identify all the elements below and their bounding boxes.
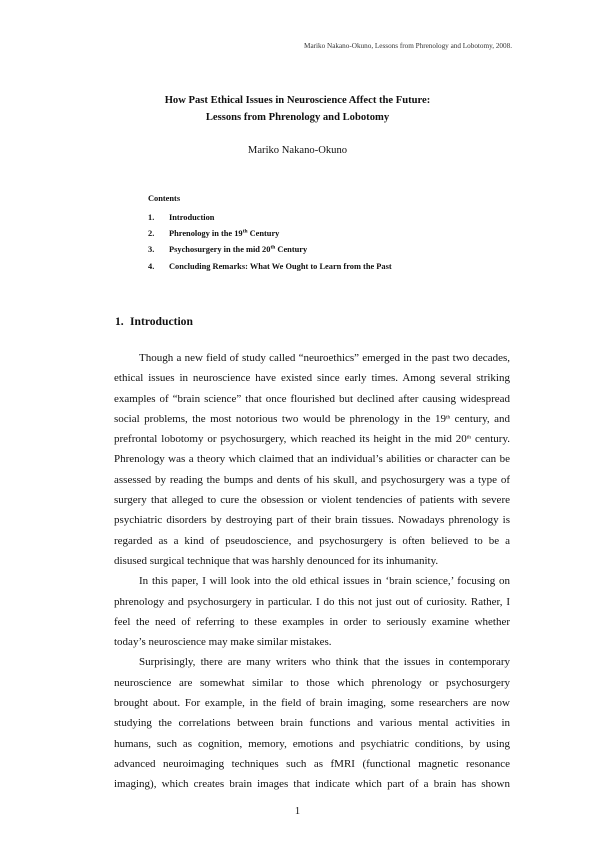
body-line-superscript: th — [445, 414, 451, 421]
toc-item-number: 2. — [148, 229, 155, 239]
title-line-1: How Past Ethical Issues in Neuroscience Affect the Future: — [164, 95, 431, 106]
body-line — [114, 409, 510, 429]
body-line-text: phrenology and psychosurgery in particular. I do this not just out of curiosity. Rather, I — [114, 595, 510, 608]
body-line-text: examples of “brain science” that once flourished but declined after causing widespread — [114, 392, 510, 405]
body-line-text: surgery that alleged to cure the obsession or violent tendencies of patients with severe — [114, 494, 510, 507]
toc-item — [148, 226, 392, 242]
toc-item-text: Introduction — [169, 213, 215, 222]
body-line-text: feel the need of referring to these examples in order to seriously examine whether — [114, 615, 510, 628]
body-line-text-end: century, and — [450, 412, 510, 425]
body-line-text: social problems, the most notorious two would be phrenology in the 19 — [114, 412, 446, 425]
body-line-text: disused surgical technique that was harshly denounced for its inhumanity. — [114, 554, 439, 567]
body-line — [114, 612, 510, 632]
body-line-text: brought about. For example, in the field of brain imaging, some researchers are now — [114, 697, 510, 710]
body-line-text-end: century. — [471, 433, 510, 446]
table-of-contents — [148, 194, 392, 275]
body-line — [114, 348, 510, 368]
body-line — [114, 470, 510, 490]
toc-item — [148, 210, 392, 226]
body-line — [114, 449, 510, 469]
body-line-text: prefrontal lobotomy or psychosurgery, which reached its height in the mid 20 — [114, 433, 467, 446]
page-number: 1 — [294, 806, 301, 817]
body-line — [114, 490, 510, 510]
body-line — [114, 592, 510, 612]
body-line-superscript: th — [466, 434, 472, 441]
body-line-text: humans, such as cognition, memory, emotions and psychiatric conditions, by using — [114, 737, 510, 750]
body-line-text: Surprisingly, there are many writers who think that the issues in contemporary — [139, 656, 510, 669]
body-line — [114, 368, 510, 388]
body-line — [114, 713, 510, 733]
body-line-text: ethical issues in neuroscience have existed since early times. Among several striking — [114, 372, 510, 385]
body-line-text: today’s neuroscience may make similar mistakes. — [114, 636, 332, 649]
title-line-2: Lessons from Phrenology and Lobotomy — [205, 111, 390, 123]
author-name: Mariko Nakano-Okuno — [247, 145, 348, 156]
toc-item-text-end: Century — [275, 245, 308, 255]
toc-item-superscript: th — [242, 228, 248, 235]
body-line-text: In this paper, I will look into the old ethical issues in ‘brain science,’ focusing on — [139, 575, 510, 588]
body-line — [114, 632, 510, 652]
body-line-text: imaging), which creates brain images that indicate which part of a brain has shown — [114, 778, 510, 791]
body-line-text: assessed by reading the bumps and dents of his skull, and psychosurgery was a type of — [114, 473, 510, 486]
body-line — [114, 551, 510, 571]
toc-item-number: 1. — [148, 213, 155, 222]
body-line-text: advanced neuroimaging techniques such as fMRI (functional magnetic resonance — [114, 757, 510, 770]
body-line-text: Phrenology was a theory which claimed that an individual’s abilities or character can be — [114, 453, 510, 466]
body-line — [114, 429, 510, 449]
body-line — [114, 754, 510, 774]
section-number: 1. — [115, 315, 124, 328]
toc-item-number: 3. — [148, 245, 155, 255]
body-line — [114, 652, 510, 672]
toc-item-text: Psychosurgery in the mid 20 — [169, 245, 271, 255]
body-line-text: regarded as a kind of pseudoscience, and psychosurgery is often believed to be a — [114, 534, 510, 547]
body-line — [114, 531, 510, 551]
body-text — [114, 348, 510, 795]
body-line — [114, 510, 510, 530]
toc-item-text-end: Century — [247, 229, 280, 239]
body-line-text: studying the correlations between brain functions and various mental activities in — [114, 717, 510, 730]
body-line — [114, 693, 510, 713]
toc-item — [148, 242, 392, 258]
body-line-text: neuroscience are somewhat similar to those which phrenology or psychosurgery — [114, 676, 510, 689]
toc-item — [148, 259, 392, 275]
toc-item-text: Phrenology in the 19 — [169, 229, 243, 239]
toc-item-superscript: th — [270, 244, 276, 251]
body-line — [114, 734, 510, 754]
body-line — [114, 774, 510, 794]
body-line — [114, 389, 510, 409]
section-heading — [115, 315, 193, 328]
toc-item-number: 4. — [148, 261, 155, 271]
running-header: Mariko Nakano-Okuno, Lessons from Phrenology and Lobotomy, 2008. — [304, 42, 512, 50]
body-line — [114, 673, 510, 693]
contents-heading: Contents — [148, 194, 181, 203]
body-line — [114, 571, 510, 591]
paper-title — [0, 93, 595, 126]
toc-item-text: Concluding Remarks: What We Ought to Learn from the Past — [169, 261, 392, 271]
section-title: Introduction — [130, 315, 193, 328]
body-line-text: Though a new field of study called “neuroethics” emerged in the past two decades, — [139, 352, 510, 364]
body-line-text: psychiatric disorders by destroying part of their brain tissues. Nowadays phrenology is — [114, 514, 510, 527]
